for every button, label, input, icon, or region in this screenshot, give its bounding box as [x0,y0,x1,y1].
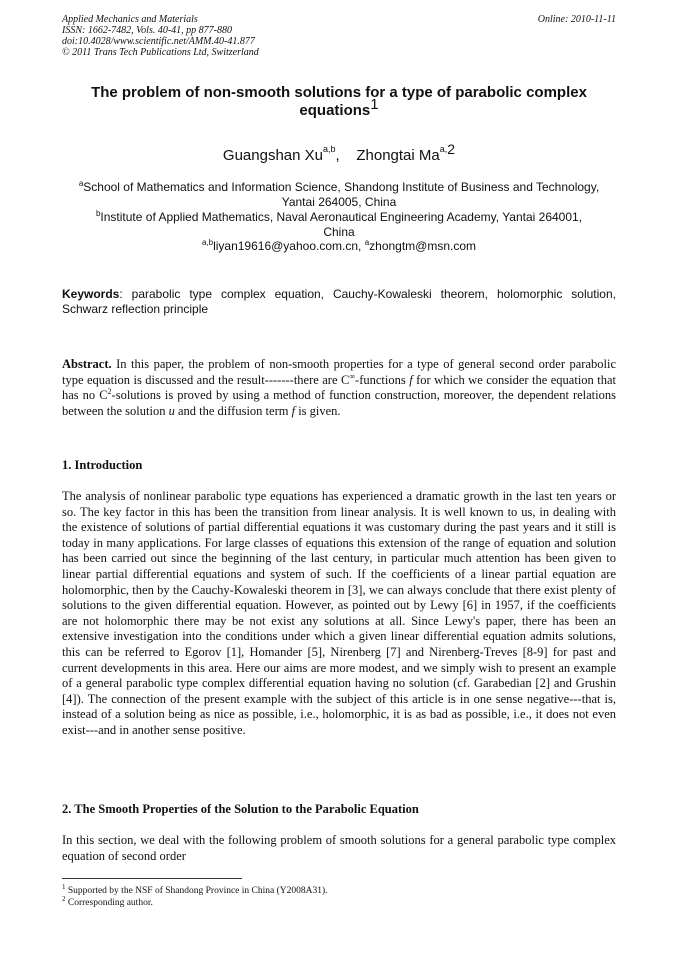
footnote-2-text: Corresponding author. [65,898,153,908]
affiliation-b-line-1: Institute of Applied Mathematics, Naval Aeronautical Engineering Academy, Yantai 264001, [100,210,583,224]
footnote-divider [62,878,242,879]
abstract-text-3: for which we consider the equation that has no C [62,372,617,402]
section-2-body: In this section, we deal with the following problem of smooth solutions for a general parabolic type complex equation of second order [62,833,616,863]
section-2-heading: 2. The Smooth Properties of the Solution to the Parabolic Equation [62,802,419,816]
footnote-1-mark: 1 [62,883,66,891]
abstract-text-6: is given. [295,403,341,418]
issn-line: ISSN: 1662-7482, Vols. 40-41, pp 877-880 [62,25,232,36]
footnote-2 [62,895,153,909]
author-2-affil: a, [439,144,448,154]
keywords-label: Keywords [62,287,120,301]
title-line-2: equations [299,102,371,119]
abstract-label: Abstract. [62,357,112,371]
abstract-sup-infinity: ∞ [349,371,356,381]
journal-name: Applied Mechanics and Materials [62,14,198,25]
author-1: Guangshan Xu [222,147,323,164]
keywords-text: : parabolic type complex equation, Cauchy-Kowaleski theorem, holomorphic solution, Schwarz reflection principle [62,287,616,316]
affiliation-a-line-1: School of Mathematics and Information Science, Shandong Institute of Business and Technology, [83,180,600,194]
author-separator: , [335,147,340,164]
affiliation-b-mark: b [95,209,101,218]
affiliation-a [62,180,616,210]
section-1-body: The analysis of nonlinear parabolic type equations has experienced a dramatic growth in the last ten years or so. The key factor in this has been the transition from linear analysis. It is well known to us, in dealing with the existence of solutions of partial differential equations it was customary during the past years and it still is today in many applications. For large classes of equations this extension of the range of equation and solution has been carried out since the beginning of the last century, in particular much attention has been given to linear partial differential equations and system of such. If the coefficients of a linear partial equation are holomorphic, then by the Cauchy-Kowaleski theorem in [3], we can always conclude that there exist plenty of solutions to the given differential equation. However, as pointed out by Lewy [6] in 1957, if the coefficients are not holomorphic there may be not exist any solutions at all. Since Lewy's paper, there has been an extensive investigation into the conditions under which a given linear differential equation admits solutions, this can be referred to Egorov [1], Homander [5], Nirenberg [7] and Nirenberg-Treves [8-9] for past and current developments in this area. Here our aims are more modest, and we simply wish to present an example of a general parabolic type complex differential equation having no solution (cf. Garabedian [2] and Grushin [4]). The connection of the present example with the subject of this article is in one sense negative---that is, instead of a solution being as nice as possible, i.e., holomorphic, it is as bad as possible, i.e., it does not even exist---and in another sense positive. [62,489,616,737]
footnote-1-text: Supported by the NSF of Shandong Province in China (Y2008A31). [65,886,328,896]
doi-line: doi:10.4028/www.scientific.net/AMM.40-41.877 [62,36,255,47]
author-1-affil: a,b [323,144,336,154]
copyright-line: © 2011 Trans Tech Publications Ltd, Switzerland [62,47,259,58]
email-line [62,239,616,254]
author-list [0,141,678,164]
abstract-text-2: -functions [355,372,410,387]
abstract-text-4: -solutions is proved by using a method of function construction, moreover, the dependent relations between the solution [62,388,616,418]
abstract-text-5: and the diffusion term [174,403,292,418]
title-footnote-mark: 1 [370,96,379,113]
email-2: zhongtm@msn.com [369,239,477,253]
affiliation-a-mark: a [78,179,84,188]
abstract-var-f: f [409,372,413,387]
footnote-2-mark: 2 [62,895,66,903]
abstract [62,357,616,419]
email-1-mark: a,b [201,238,214,247]
journal-header [62,14,259,58]
author-2: Zhongtai Ma [356,147,440,164]
abstract-var-f-2: f [291,403,296,418]
title-line-1: The problem of non-smooth solutions for a type of parabolic complex [91,84,587,101]
keywords [62,287,616,317]
affiliation-a-line-2: Yantai 264005, China [281,195,397,209]
author-2-footnote-mark: 2 [447,141,456,157]
section-1-heading: 1. Introduction [62,458,143,472]
abstract-text-1: In this paper, the problem of non-smooth properties for a type of general second order parabolic type equation is discussed and the result-------there are C [62,357,616,387]
email-1: liyan19616@yahoo.com.cn, [213,239,362,253]
footnote-1 [62,883,328,897]
abstract-var-u: u [168,403,175,418]
abstract-sup-2: 2 [107,386,112,396]
affiliation-b [62,210,616,240]
online-date: Online: 2010-11-11 [537,14,616,25]
email-2-mark: a [364,238,370,247]
affiliation-b-line-2: China [323,225,355,239]
paper-title [60,84,618,120]
